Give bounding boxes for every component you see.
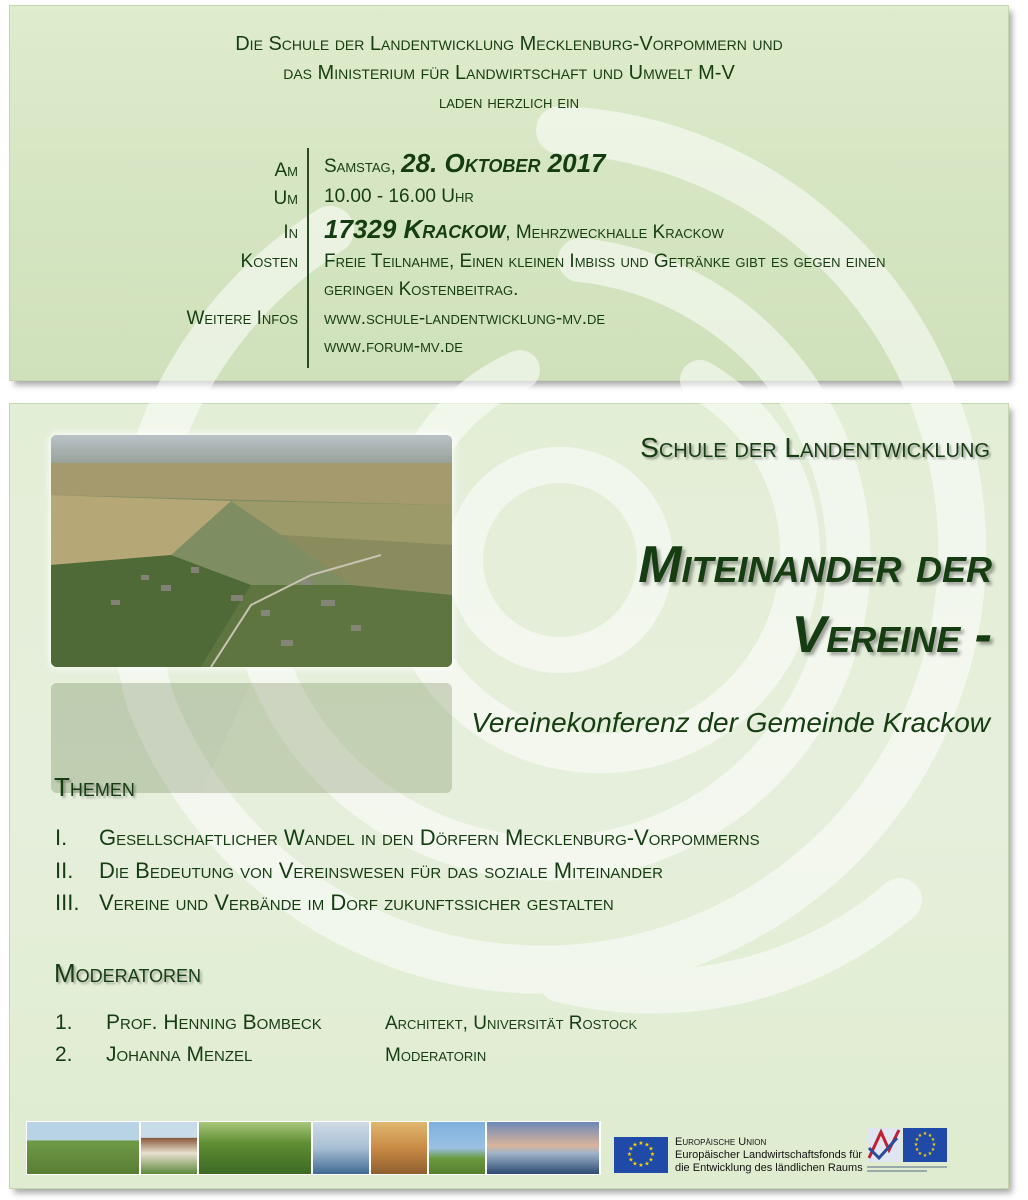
- more-info-link-1[interactable]: www.schule-landentwicklung-mv.de: [324, 308, 606, 329]
- location-venue: , Mehrzweckhalle Krackow: [505, 222, 724, 243]
- more-info-label: Weitere Infos: [186, 308, 298, 329]
- invite-line-2: das Ministerium für Landwirtschaft und Umwelt M-V: [283, 62, 735, 84]
- svg-text:★: ★: [922, 1131, 928, 1137]
- svg-text:★: ★: [638, 1162, 644, 1169]
- svg-text:★: ★: [913, 1142, 919, 1148]
- date-label: Am: [274, 160, 298, 181]
- pier-sunset-photo: [487, 1122, 599, 1174]
- aerial-village-photo: [51, 435, 452, 667]
- svg-text:★: ★: [648, 1156, 654, 1164]
- costs-line-1: Freie Teilnahme, Einen kleinen Imbiss und Getränke gibt es gegen einen: [324, 251, 886, 272]
- svg-text:★: ★: [649, 1151, 656, 1158]
- time-label: Um: [273, 188, 298, 209]
- date-text: 28. Oktober 2017: [401, 148, 606, 178]
- moderators-heading: Moderatoren: [54, 958, 202, 988]
- event-subtitle: Vereinekonferenz der Gemeinde Krackow: [471, 707, 990, 738]
- topic-number: II.: [55, 858, 74, 883]
- invite-line-3: laden herzlich ein: [438, 92, 580, 112]
- topic-item: [55, 890, 614, 916]
- time-value: 10.00 - 16.00 Uhr: [324, 186, 474, 207]
- svg-text:★: ★: [917, 1133, 923, 1139]
- invite-line-1: Die Schule der Landentwicklung Mecklenburg-Vorpommern und: [235, 33, 783, 55]
- topic-text: Gesellschaftlicher Wandel in den Dörfern Mecklenburg-Vorpommerns: [99, 825, 760, 850]
- topic-number: III.: [55, 890, 80, 915]
- location-label: In: [283, 222, 298, 243]
- topic-number: I.: [55, 825, 68, 850]
- eu-fund-text: [675, 1136, 863, 1175]
- topic-item: [55, 858, 663, 884]
- church-photo: [429, 1122, 485, 1174]
- costs-line-2: geringen Kostenbeitrag.: [324, 279, 519, 300]
- tree-avenue-photo: [199, 1122, 311, 1174]
- svg-text:★: ★: [917, 1151, 923, 1157]
- timbered-house-photo: [141, 1122, 197, 1174]
- svg-text:★: ★: [628, 1156, 634, 1164]
- invitation-text: [10, 30, 1008, 117]
- moderator-name: Prof. Henning Bombeck: [106, 1011, 322, 1034]
- harbour-photo: [313, 1122, 369, 1174]
- date-value: [324, 148, 606, 179]
- topic-text: Vereine und Verbände im Dorf zukunftssicher gestalten: [99, 890, 614, 915]
- event-title-line-2: Vereine -: [791, 606, 992, 664]
- moderator-role: Moderatorin: [385, 1045, 487, 1066]
- eu-flag-icon: [614, 1137, 668, 1173]
- svg-text:★: ★: [930, 1137, 936, 1143]
- svg-text:★: ★: [922, 1153, 928, 1159]
- svg-text:★: ★: [931, 1142, 937, 1148]
- svg-text:★: ★: [632, 1141, 638, 1149]
- svg-text:★: ★: [638, 1140, 644, 1147]
- topic-text: Die Bedeutung von Vereinswesen für das soziale Miteinander: [99, 858, 663, 883]
- svg-text:★: ★: [914, 1137, 920, 1143]
- eu-line-3: die Entwicklung des ländlichen Raums: [675, 1162, 863, 1174]
- event-title-line-1: Miteinander der: [638, 536, 992, 594]
- location-place: 17329 Krackow: [324, 214, 506, 244]
- eu-line-2: Europäischer Landwirtschaftsfonds für: [675, 1149, 863, 1161]
- costs-label: Kosten: [240, 251, 298, 272]
- eu-title: Europäische Union: [675, 1136, 767, 1148]
- moderator-role: Architekt, Universität Rostock: [385, 1013, 638, 1034]
- svg-text:★: ★: [628, 1145, 634, 1153]
- moderator-name: Johanna Menzel: [106, 1043, 253, 1066]
- footer-photo-strip: [26, 1121, 601, 1175]
- svg-text:★: ★: [644, 1141, 650, 1149]
- cyclists-photo: [27, 1122, 139, 1174]
- topics-heading: Themen: [54, 772, 135, 802]
- svg-text:★: ★: [632, 1160, 638, 1168]
- svg-text:★: ★: [648, 1145, 654, 1153]
- svg-text:★: ★: [626, 1151, 633, 1158]
- moderator-number: 2.: [55, 1043, 73, 1066]
- more-info-link-2[interactable]: www.forum-mv.de: [324, 336, 463, 357]
- svg-text:★: ★: [644, 1160, 650, 1168]
- svg-text:★: ★: [914, 1147, 920, 1153]
- topic-item: [55, 825, 760, 851]
- school-name: Schule der Landentwicklung: [640, 432, 990, 463]
- funds-logo-icon: [867, 1128, 947, 1176]
- family-photo: [371, 1122, 427, 1174]
- details-divider: [307, 148, 309, 368]
- svg-text:★: ★: [927, 1133, 933, 1139]
- moderator-number: 1.: [55, 1011, 73, 1034]
- location-value: [324, 214, 724, 245]
- svg-text:★: ★: [927, 1151, 933, 1157]
- date-day: Samstag,: [324, 156, 402, 177]
- svg-text:★: ★: [930, 1147, 936, 1153]
